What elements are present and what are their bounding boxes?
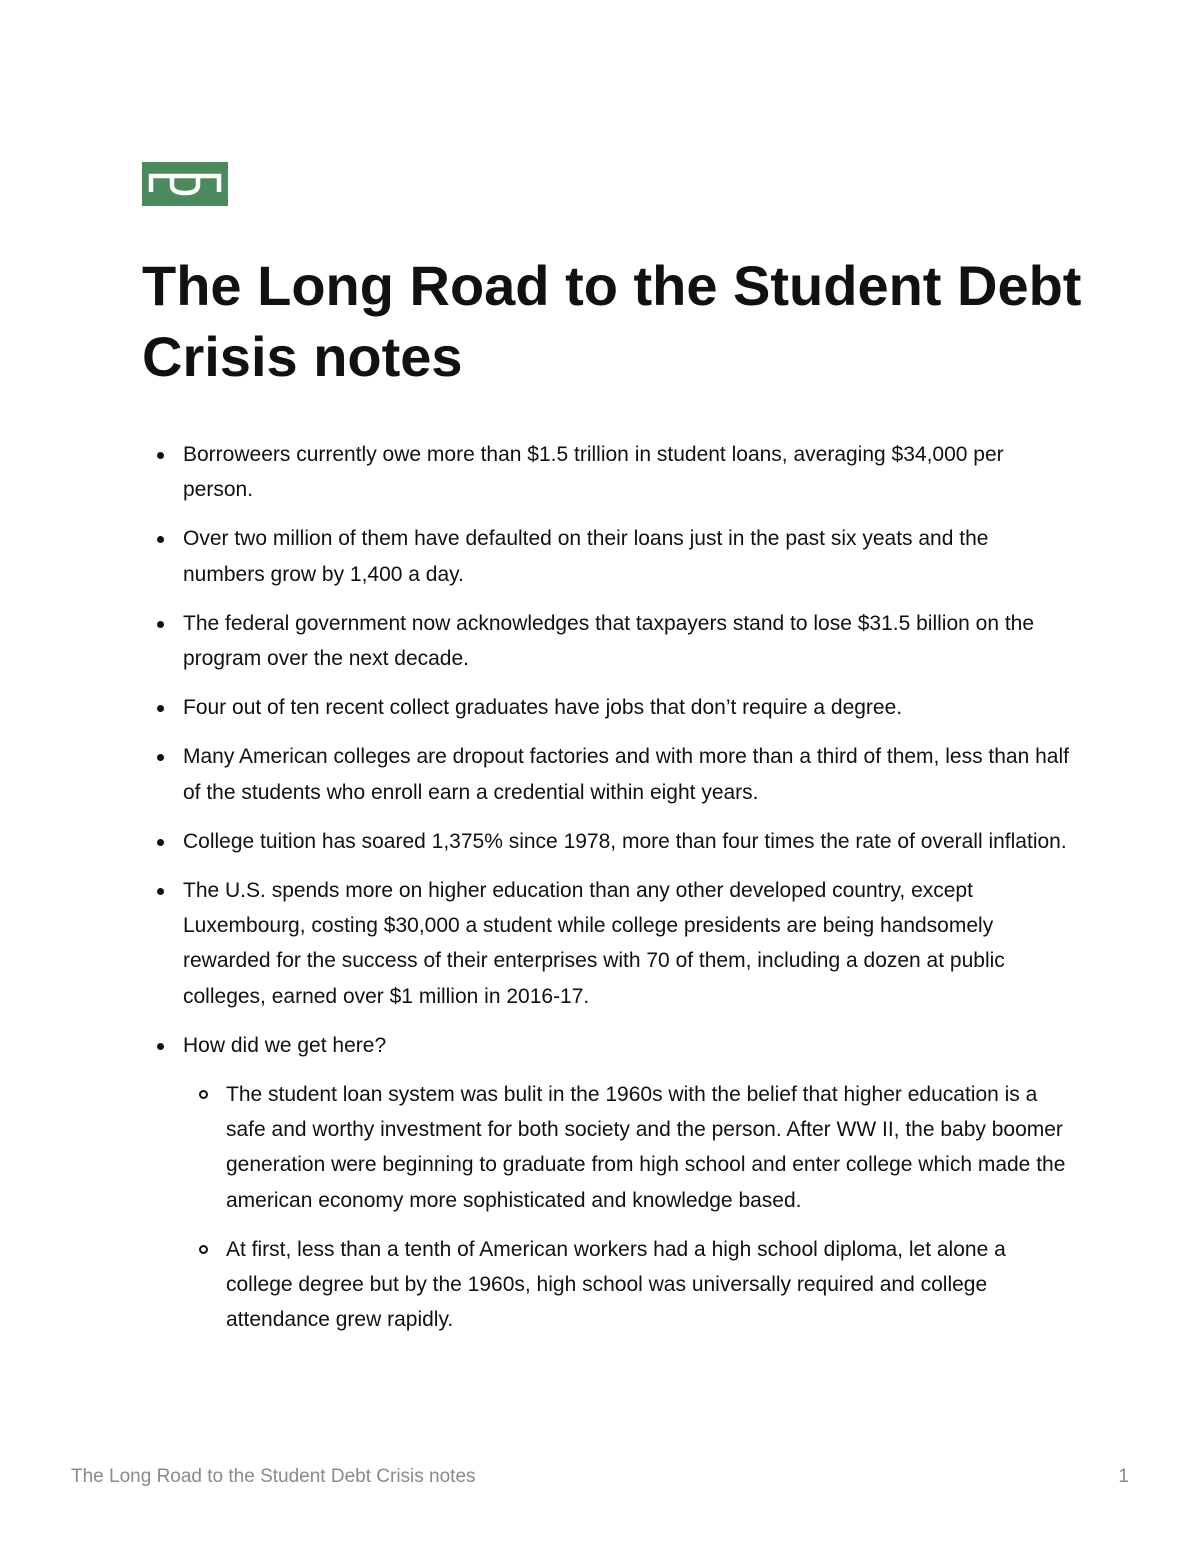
page-title: The Long Road to the Student Debt Crisis notes <box>142 254 1082 388</box>
note-item-with-subitems <box>142 1028 1072 1338</box>
note-item: Over two million of them have defaulted on their loans just in the past six yeats and the numbers grow by 1,400 a day. <box>142 521 1072 591</box>
note-item: The U.S. spends more on higher education than any other developed country, except Luxembourg, costing $30,000 a student while college presidents are being handsomely rewarded for the success of their enterprises with 70 of them, including a dozen at public colleges, earned over $1 million in 2016-17. <box>142 873 1072 1014</box>
note-item: Many American colleges are dropout factories and with more than a third of them, less than half of the students who enroll earn a credential within eight years. <box>142 739 1072 809</box>
note-item: Borroweers currently owe more than $1.5 trillion in student loans, averaging $34,000 per person. <box>142 437 1072 507</box>
sub-note-item: At first, less than a tenth of American workers had a high school diploma, let alone a college degree but by the 1960s, high school was universally required and college attendance grew rapidly. <box>183 1232 1072 1338</box>
note-item: The federal government now acknowledges that taxpayers stand to lose $31.5 billion on the program over the next decade. <box>142 606 1072 676</box>
sub-note-item: The student loan system was bulit in the 1960s with the belief that higher education is a safe and worthy investment for both society and the person. After WW II, the baby boomer generation were beginning to graduate from high school and enter college which made the american economy more sophisticated and knowledge based. <box>183 1077 1072 1218</box>
footer-page-number: 1 <box>1118 1466 1129 1487</box>
note-item-label: How did we get here? <box>183 1033 387 1057</box>
sub-notes-list <box>183 1077 1072 1337</box>
money-bill-icon <box>142 162 228 206</box>
note-item: College tuition has soared 1,375% since 1978, more than four times the rate of overall inflation. <box>142 824 1072 859</box>
footer-document-title: The Long Road to the Student Debt Crisis notes <box>71 1466 476 1487</box>
notes-list <box>142 437 1072 1351</box>
note-item: Four out of ten recent collect graduates have jobs that don’t require a degree. <box>142 690 1072 725</box>
